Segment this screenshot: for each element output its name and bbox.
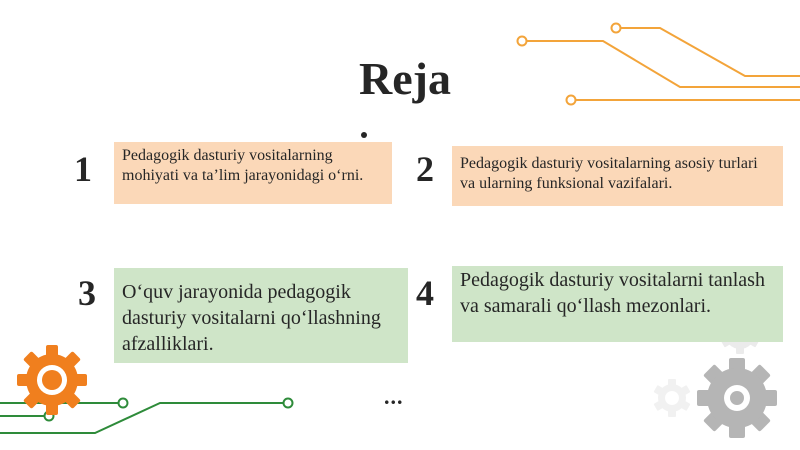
plan-item-1: Pedagogik dasturiy vositalarning mohiyati va ta’lim jarayonidagi o‘rni. xyxy=(114,142,392,204)
gear-orange-icon xyxy=(17,345,87,415)
item-number-1: 1 xyxy=(74,149,92,189)
gear-gray-large-icon xyxy=(697,358,777,438)
plan-item-3: O‘quv jarayonida pedagogik dasturiy vositalarni qo‘llashning afzalliklari. xyxy=(114,268,408,363)
gear-gray-faint-icon xyxy=(654,379,691,417)
item-number-3: 3 xyxy=(78,273,96,313)
item-number-2: 2 xyxy=(416,149,434,189)
ellipsis: ... xyxy=(384,384,404,409)
circuit-lines-top-right xyxy=(518,24,800,105)
item-number-4: 4 xyxy=(416,273,434,313)
plan-item-2: Pedagogik dasturiy vositalarning asosiy turlari va ularning funksional vazifalari. xyxy=(452,146,783,206)
plan-item-4: Pedagogik dasturiy vositalarni tanlash va samarali qo‘llash mezonlari. xyxy=(452,266,783,342)
slide-title: Reja xyxy=(359,53,451,104)
